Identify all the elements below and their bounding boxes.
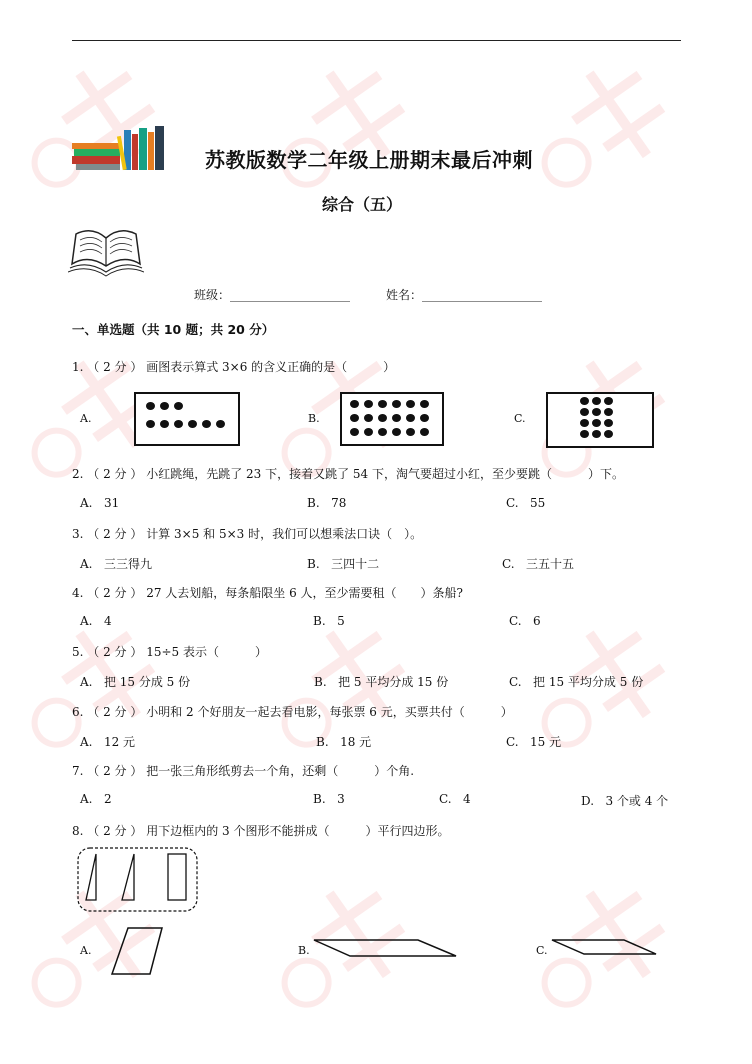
name-label: 姓名：	[386, 288, 423, 302]
class-field[interactable]	[194, 286, 350, 303]
question-3: 3. （ 2 分 ） 计算 3×5 和 5×3 时，我们可以想乘法口诀（ ）。	[72, 527, 423, 541]
open-book-icon	[68, 224, 144, 278]
q8-shapes-frame	[76, 846, 200, 914]
q4-option-a[interactable]: A. 4	[80, 614, 112, 628]
q8-option-c-figure[interactable]	[548, 936, 660, 958]
q7-option-c[interactable]: C. 4	[439, 792, 471, 806]
q7-option-d[interactable]: D. 3 个或 4 个	[581, 794, 669, 808]
q5-option-a[interactable]: A. 把 15 分成 5 份	[80, 675, 191, 689]
question-2: 2. （ 2 分 ） 小红跳绳，先跳了 23 下，接着又跳了 54 下，淘气要超过小红，至少要跳（ ）下。	[72, 467, 625, 481]
q8-option-c-label[interactable]: C.	[536, 944, 548, 957]
q3-option-a[interactable]: A. 三三得九	[80, 557, 152, 571]
watermark-logo-icon	[10, 40, 190, 200]
q7-option-a[interactable]: A. 2	[80, 792, 112, 806]
q1-option-a-figure[interactable]	[134, 392, 240, 446]
watermark-logo-icon	[260, 40, 440, 200]
section-title: 一、单选题（共 10 题；共 20 分）	[72, 322, 275, 337]
page-subtitle: 综合（五）	[322, 195, 403, 214]
q1-option-a-label[interactable]: A.	[80, 412, 92, 425]
question-6: 6. （ 2 分 ） 小明和 2 个好朋友一起去看电影，每张票 6 元，买票共付（ ）	[72, 705, 513, 719]
question-7: 7. （ 2 分 ） 把一张三角形纸剪去一个角，还剩（ ）个角.	[72, 764, 415, 778]
q8-option-b-label[interactable]: B.	[298, 944, 310, 957]
q5-option-b[interactable]: B. 把 5 平均分成 15 份	[314, 675, 449, 689]
q4-option-b[interactable]: B. 5	[313, 614, 345, 628]
books-icon	[72, 124, 168, 172]
q7-option-b[interactable]: B. 3	[313, 792, 345, 806]
class-label: 班级：	[194, 288, 231, 302]
q8-option-a-label[interactable]: A.	[80, 944, 92, 957]
watermark-logo-icon	[520, 40, 700, 200]
q6-option-b[interactable]: B. 18 元	[316, 735, 372, 749]
header-rule	[72, 40, 681, 41]
q1-option-c-figure[interactable]	[546, 392, 654, 448]
q2-option-b[interactable]: B. 78	[307, 496, 347, 510]
q6-option-c[interactable]: C. 15 元	[506, 735, 562, 749]
q3-option-b[interactable]: B. 三四十二	[307, 557, 380, 571]
q8-option-b-figure[interactable]	[310, 936, 460, 960]
question-8: 8. （ 2 分 ） 用下边框内的 3 个图形不能拼成（ ）平行四边形。	[72, 824, 450, 838]
q8-option-a-figure[interactable]	[106, 926, 166, 978]
name-blank: ____________________	[422, 288, 543, 302]
q6-option-a[interactable]: A. 12 元	[80, 735, 136, 749]
q1-option-b-label[interactable]: B.	[308, 412, 320, 425]
question-4: 4. （ 2 分 ） 27 人去划船，每条船限坐 6 人，至少需要租（ ）条船?	[72, 586, 463, 600]
q2-option-c[interactable]: C. 55	[506, 496, 546, 510]
name-field[interactable]	[386, 286, 542, 303]
class-blank: ____________________	[230, 288, 351, 302]
q2-option-a[interactable]: A. 31	[80, 496, 120, 510]
q4-option-c[interactable]: C. 6	[509, 614, 541, 628]
question-1: 1. （ 2 分 ） 画图表示算式 3×6 的含义正确的是（ ）	[72, 360, 396, 374]
q3-option-c[interactable]: C. 三五十五	[502, 557, 575, 571]
question-5: 5. （ 2 分 ） 15÷5 表示（ ）	[72, 645, 267, 659]
q1-option-c-label[interactable]: C.	[514, 412, 526, 425]
page-title: 苏教版数学二年级上册期末最后冲刺	[205, 148, 533, 172]
q1-option-b-figure[interactable]	[340, 392, 444, 446]
q5-option-c[interactable]: C. 把 15 平均分成 5 份	[509, 675, 644, 689]
